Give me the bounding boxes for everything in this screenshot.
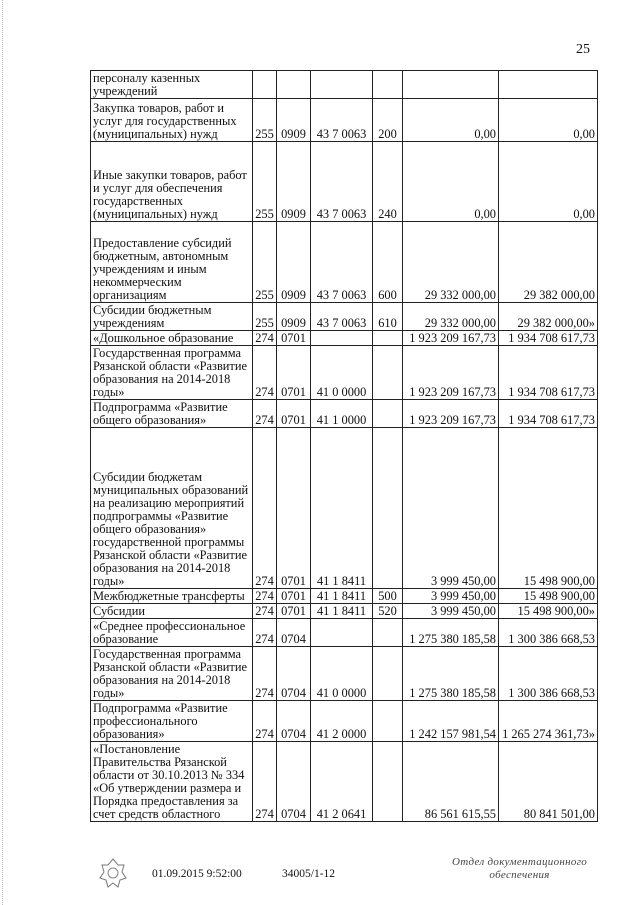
row-vr: 500 — [373, 589, 403, 604]
row-rz: 0704 — [277, 647, 311, 701]
row-ved: 255 — [253, 99, 277, 142]
row-name: Межбюджетные трансферты — [91, 589, 253, 604]
row-ved — [253, 71, 277, 99]
table-row — [91, 742, 598, 822]
row-ved: 274 — [253, 701, 277, 742]
row-csr: 41 1 8411 — [311, 428, 373, 589]
row-csr — [311, 619, 373, 647]
row-rz: 0704 — [277, 742, 311, 822]
row-csr: 41 1 0000 — [311, 400, 373, 428]
row-vr — [373, 647, 403, 701]
table-row — [91, 303, 598, 331]
row-vr — [373, 701, 403, 742]
row-sum-1: 29 332 000,00 — [403, 222, 499, 303]
table-row — [91, 400, 598, 428]
row-ved: 274 — [253, 589, 277, 604]
row-rz: 0909 — [277, 303, 311, 331]
row-csr — [311, 71, 373, 99]
row-name: Подпрограмма «Развитие профессионального образования» — [91, 701, 253, 742]
row-rz: 0909 — [277, 99, 311, 142]
row-ved: 274 — [253, 604, 277, 619]
row-name: Субсидии бюджетам муниципальных образований на реализацию мероприятий подпрограммы «Развитие общего образования» государственной программы Рязанской области «Развитие образования на 2014-2018 годы» — [91, 428, 253, 589]
footer-datetime: 01.09.2015 9:52:00 — [152, 868, 242, 880]
footer-doc-code: 34005/1-12 — [282, 868, 336, 880]
row-sum-1: 1 275 380 185,58 — [403, 647, 499, 701]
row-sum-1: 3 999 450,00 — [403, 589, 499, 604]
row-name: Иные закупки товаров, работ и услуг для обеспечения государственных (муниципальных) нужд — [91, 142, 253, 222]
row-csr: 41 2 0000 — [311, 701, 373, 742]
row-vr: 240 — [373, 142, 403, 222]
row-sum-1: 3 999 450,00 — [403, 604, 499, 619]
row-ved: 255 — [253, 222, 277, 303]
row-sum-2: 29 382 000,00 — [499, 222, 598, 303]
row-rz: 0909 — [277, 142, 311, 222]
department-stamp — [452, 856, 587, 882]
table-row — [91, 701, 598, 742]
row-csr: 43 7 0063 — [311, 222, 373, 303]
row-vr: 520 — [373, 604, 403, 619]
row-name: «Постановление Правительства Рязанской области от 30.10.2013 № 334 «Об утверждении размера и Порядка предоставления за счет средств областного — [91, 742, 253, 822]
row-csr: 43 7 0063 — [311, 142, 373, 222]
row-csr: 41 1 8411 — [311, 589, 373, 604]
table-row — [91, 99, 598, 142]
row-rz: 0701 — [277, 428, 311, 589]
row-ved: 274 — [253, 400, 277, 428]
row-rz: 0704 — [277, 701, 311, 742]
stamp-line-1: Отдел документационного — [452, 856, 588, 868]
row-rz — [277, 71, 311, 99]
row-sum-1: 3 999 450,00 — [403, 428, 499, 589]
table-row — [91, 604, 598, 619]
row-csr — [311, 331, 373, 346]
row-csr: 41 1 8411 — [311, 604, 373, 619]
row-sum-2 — [499, 71, 598, 99]
row-csr: 41 2 0641 — [311, 742, 373, 822]
row-rz: 0701 — [277, 604, 311, 619]
table-row — [91, 647, 598, 701]
row-name: «Дошкольное образование — [91, 331, 253, 346]
row-sum-2: 15 498 900,00 — [499, 428, 598, 589]
row-ved: 274 — [253, 742, 277, 822]
scan-edge — [2, 0, 4, 905]
row-ved: 274 — [253, 428, 277, 589]
row-sum-1: 0,00 — [403, 142, 499, 222]
row-csr: 41 0 0000 — [311, 647, 373, 701]
row-csr: 43 7 0063 — [311, 99, 373, 142]
row-sum-1: 0,00 — [403, 99, 499, 142]
row-sum-2: 1 934 708 617,73 — [499, 346, 598, 400]
table-row — [91, 589, 598, 604]
row-sum-1: 1 242 157 981,54 — [403, 701, 499, 742]
row-sum-2: 80 841 501,00 — [499, 742, 598, 822]
row-name: Подпрограмма «Развитие общего образования» — [91, 400, 253, 428]
row-sum-1: 86 561 615,55 — [403, 742, 499, 822]
row-sum-2: 1 934 708 617,73 — [499, 331, 598, 346]
row-sum-2: 1 300 386 668,53 — [499, 647, 598, 701]
row-ved: 274 — [253, 647, 277, 701]
row-rz: 0701 — [277, 346, 311, 400]
row-csr: 43 7 0063 — [311, 303, 373, 331]
row-vr — [373, 428, 403, 589]
table-row — [91, 428, 598, 589]
coat-of-arms-icon — [96, 856, 130, 890]
row-sum-1: 1 923 209 167,73 — [403, 346, 499, 400]
table-row — [91, 331, 598, 346]
row-rz: 0701 — [277, 589, 311, 604]
row-ved: 255 — [253, 142, 277, 222]
row-vr — [373, 346, 403, 400]
row-sum-1: 1 923 209 167,73 — [403, 331, 499, 346]
row-vr: 600 — [373, 222, 403, 303]
row-ved: 255 — [253, 303, 277, 331]
table-row — [91, 346, 598, 400]
row-name: Закупка товаров, работ и услуг для государственных (муниципальных) нужд — [91, 99, 253, 142]
row-name: Государственная программа Рязанской области «Развитие образования на 2014-2018 годы» — [91, 647, 253, 701]
row-sum-1: 1 275 380 185,58 — [403, 619, 499, 647]
row-vr — [373, 742, 403, 822]
budget-table — [90, 70, 598, 822]
row-sum-2: 1 265 274 361,73» — [499, 701, 598, 742]
row-sum-1 — [403, 71, 499, 99]
row-sum-2: 0,00 — [499, 142, 598, 222]
row-sum-2: 0,00 — [499, 99, 598, 142]
row-name: Субсидии бюджетным учреждениям — [91, 303, 253, 331]
table-row — [91, 71, 598, 99]
page-number: 25 — [576, 42, 590, 57]
row-name: Предоставление субсидий бюджетным, автономным учреждениям и иным некоммерческим организациям — [91, 222, 253, 303]
row-sum-2: 15 498 900,00» — [499, 604, 598, 619]
table-row — [91, 222, 598, 303]
row-sum-1: 1 923 209 167,73 — [403, 400, 499, 428]
row-sum-2: 1 300 386 668,53 — [499, 619, 598, 647]
row-rz: 0704 — [277, 619, 311, 647]
row-csr: 41 0 0000 — [311, 346, 373, 400]
row-rz: 0909 — [277, 222, 311, 303]
row-vr — [373, 400, 403, 428]
row-vr — [373, 71, 403, 99]
row-vr — [373, 619, 403, 647]
row-sum-2: 1 934 708 617,73 — [499, 400, 598, 428]
row-rz: 0701 — [277, 331, 311, 346]
row-ved: 274 — [253, 619, 277, 647]
stamp-line-2: обеспечения — [489, 869, 550, 881]
row-rz: 0701 — [277, 400, 311, 428]
table-row — [91, 619, 598, 647]
row-ved: 274 — [253, 331, 277, 346]
row-sum-2: 15 498 900,00 — [499, 589, 598, 604]
row-name: персоналу казенных учреждений — [91, 71, 253, 99]
table-row — [91, 142, 598, 222]
row-name: Государственная программа Рязанской области «Развитие образования на 2014-2018 годы» — [91, 346, 253, 400]
row-name: «Среднее профессиональное образование — [91, 619, 253, 647]
row-name: Субсидии — [91, 604, 253, 619]
row-ved: 274 — [253, 346, 277, 400]
row-sum-2: 29 382 000,00» — [499, 303, 598, 331]
row-vr: 610 — [373, 303, 403, 331]
row-sum-1: 29 332 000,00 — [403, 303, 499, 331]
row-vr: 200 — [373, 99, 403, 142]
row-vr — [373, 331, 403, 346]
